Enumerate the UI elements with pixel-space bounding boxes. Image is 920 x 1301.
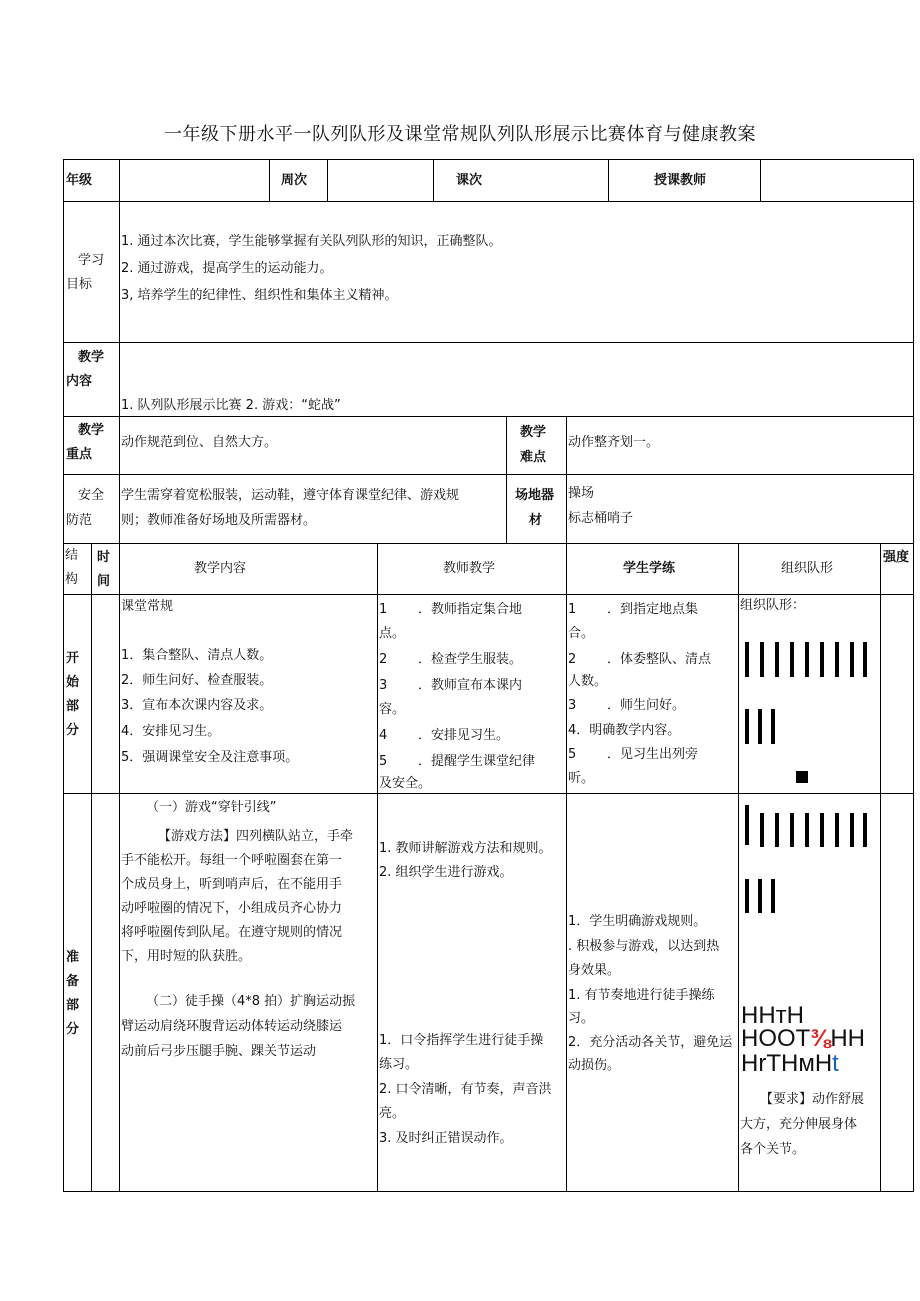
prep-student-2: 身效果。 [568,963,621,978]
start-student-4: ．体委整队、清点 [607,652,712,667]
start-teacher-9: ．安排见习生。 [418,728,510,743]
start-label-1: 开 [66,651,80,666]
objectives-label-1: 学习 [78,253,105,268]
page-title: 一年级下册水平一队列队形及课堂常规队列队形展示比赛体育与健康教案 [164,124,756,145]
game-text-2: 个成员身上，听到哨声后，在不能用手 [121,877,343,892]
start-teacher-6: ．教师宣布本课内 [418,678,523,693]
formation-glyphs-3b: t [832,1050,839,1077]
difficulty-label-1: 教学 [520,425,547,440]
key-text: 动作规范到位、自然大方。 [121,435,278,450]
game-text-4: 将呼啦圈传到队尾。在遵守规则的情况 [121,925,343,940]
formation-label: 组织队形： [740,598,806,613]
start-teacher-2: 点。 [379,626,406,641]
col-student: 学生学练 [623,561,676,576]
start-student-7: ．师生问好。 [607,698,686,713]
formation-glyphs-3a: HrTHмH [741,1050,833,1077]
prep-teacher-4: 2. 口令清晰，有节奏，声音洪 [379,1082,552,1097]
start-student-5: 人数。 [568,674,608,689]
prep-student-6: 动损伤。 [568,1058,621,1073]
content-label-1: 教学 [78,350,105,365]
venue-label-2: 材 [529,513,543,528]
start-teacher-3: 2 [379,652,388,667]
start-content-5: 5．强调课堂安全及注意事项。 [121,750,299,765]
objective-item-3: 3, 培养学生的纪律性、组织性和集体主义精神。 [121,288,398,303]
col-formation: 组织队形 [781,561,834,576]
prep-label-2: 备 [66,974,80,989]
prep-teacher-5: 亮。 [379,1106,406,1121]
formation-glyphs-2c: HH [830,1025,866,1052]
start-content-4: 4．安排见习生。 [121,724,221,739]
venue-label-1: 场地器 [515,488,555,503]
exercise-text-0: （二）徒手操（4*8 拍）扩胸运动振 [146,994,356,1009]
lesson-label: 课次 [456,173,483,188]
prep-teacher-0: 1. 教师讲解游戏方法和规则。 [379,841,552,856]
safety-line-1: 学生需穿着宽松服装，运动鞋，遵守体育课堂纪律、游戏规 [121,488,460,503]
start-teacher-1: ．教师指定集合地 [418,602,523,617]
start-student-8: 4．明确教学内容。 [568,723,681,738]
formation-glyphs-2a: HOOT [741,1025,811,1052]
start-teacher-4: ．检查学生服装。 [418,652,523,667]
start-student-1: ．到指定地点集 [607,602,699,617]
prep-student-3: 1. 有节奏地进行徒手操练 [568,988,715,1003]
start-teacher-5: 3 [379,678,388,693]
start-student-2: 合。 [568,626,595,641]
col-structure-2: 构 [65,572,79,587]
content-text: 1. 队列队形展示比赛 2. 游戏：“蛇战” [121,398,341,413]
exercise-text-2: 动前后弓步压腿手腕、踝关节运动 [121,1044,317,1059]
start-student-10: ．见习生出列旁 [607,747,699,762]
requirement-2: 各个关节。 [740,1142,806,1157]
difficulty-label-2: 难点 [520,450,547,465]
start-teacher-10: 5 [379,754,388,769]
safety-line-2: 则；教师准备好场地及所需器材。 [121,513,317,528]
start-teacher-12: 及安全。 [379,776,432,791]
col-content: 教学内容 [194,561,247,576]
start-teacher-11: ．提醒学生课堂纪律 [418,754,536,769]
start-teacher-8: 4 [379,728,388,743]
requirement-0: 【要求】动作舒展 [760,1092,865,1107]
prep-label-4: 分 [66,1022,80,1037]
col-structure-1: 结 [65,548,79,563]
start-student-6: 3 [568,698,577,713]
formation-glyphs-1: HHтH [741,1002,804,1029]
formation-glyphs-2 [741,1025,865,1053]
venue-text-1: 操场 [568,486,595,501]
col-teacher: 教师教学 [443,561,496,576]
prep-student-5: 2．充分活动各关节，避免运 [568,1035,733,1050]
start-teacher-0: 1 [379,602,388,617]
formation-glyphs-2b: ⅜ [810,1025,831,1052]
prep-teacher-6: 3. 及时纠正错误动作。 [379,1131,513,1146]
prep-student-1: . 积极参与游戏，以达到热 [568,939,720,954]
safety-label-2: 防范 [66,513,93,528]
start-label-2: 始 [66,675,80,690]
requirement-1: 大方，充分伸展身体 [740,1117,858,1132]
start-student-11: 听。 [568,771,595,786]
teacher-label: 授课教师 [654,173,707,188]
start-student-9: 5 [568,747,577,762]
week-label: 周次 [281,173,308,188]
objective-item-1: 1. 通过本次比赛，学生能够掌握有关队列队形的知识，正确整队。 [121,234,502,249]
start-content-2: 2．师生问好、检查服装。 [121,673,273,688]
objective-item-2: 2. 通过游戏，提高学生的运动能力。 [121,261,333,276]
prep-label-1: 准 [66,950,80,965]
exercise-text-1: 臂运动肩绕环腹背运动体转运动绕膝运 [121,1019,343,1034]
prep-teacher-2: 1．口令指挥学生进行徒手操 [379,1033,544,1048]
key-label-2: 重点 [66,447,93,462]
prep-teacher-3: 练习。 [379,1057,419,1072]
start-teacher-7: 容。 [379,702,406,717]
venue-text-2: 标志桶哨子 [568,511,634,526]
start-student-0: 1 [568,602,577,617]
start-student-3: 2 [568,652,577,667]
col-intensity: 强度 [883,550,910,565]
start-content-3: 3．宣布本次课内容及求。 [121,698,273,713]
game-text-0: 【游戏方法】四列横队站立，手牵 [158,829,354,844]
game-title: （一）游戏“穿针引线” [146,800,277,815]
content-label-2: 内容 [66,374,93,389]
formation-glyphs-3 [741,1050,839,1078]
prep-student-0: 1．学生明确游戏规则。 [568,914,707,929]
start-content-0: 课堂常规 [121,599,174,614]
prep-label-3: 部 [66,998,80,1013]
grade-label: 年级 [66,173,93,188]
game-text-5: 下，用时短的队获胜。 [121,949,252,964]
game-text-3: 动呼啦圈的情况下，小组成员齐心协力 [121,901,343,916]
col-time-2: 间 [97,574,111,589]
start-label-4: 分 [66,723,80,738]
col-time-1: 时 [97,550,111,565]
game-text-1: 手不能松开。每组一个呼啦圈套在第一 [121,853,343,868]
start-label-3: 部 [66,699,80,714]
prep-student-4: 习。 [568,1011,595,1026]
objectives-label-2: 目标 [66,277,93,292]
key-label-1: 教学 [78,423,105,438]
prep-teacher-1: 2. 组织学生进行游戏。 [379,865,513,880]
difficulty-text: 动作整齐划一。 [568,435,660,450]
start-content-1: 1．集合整队、清点人数。 [121,648,273,663]
safety-label-1: 安全 [78,488,105,503]
